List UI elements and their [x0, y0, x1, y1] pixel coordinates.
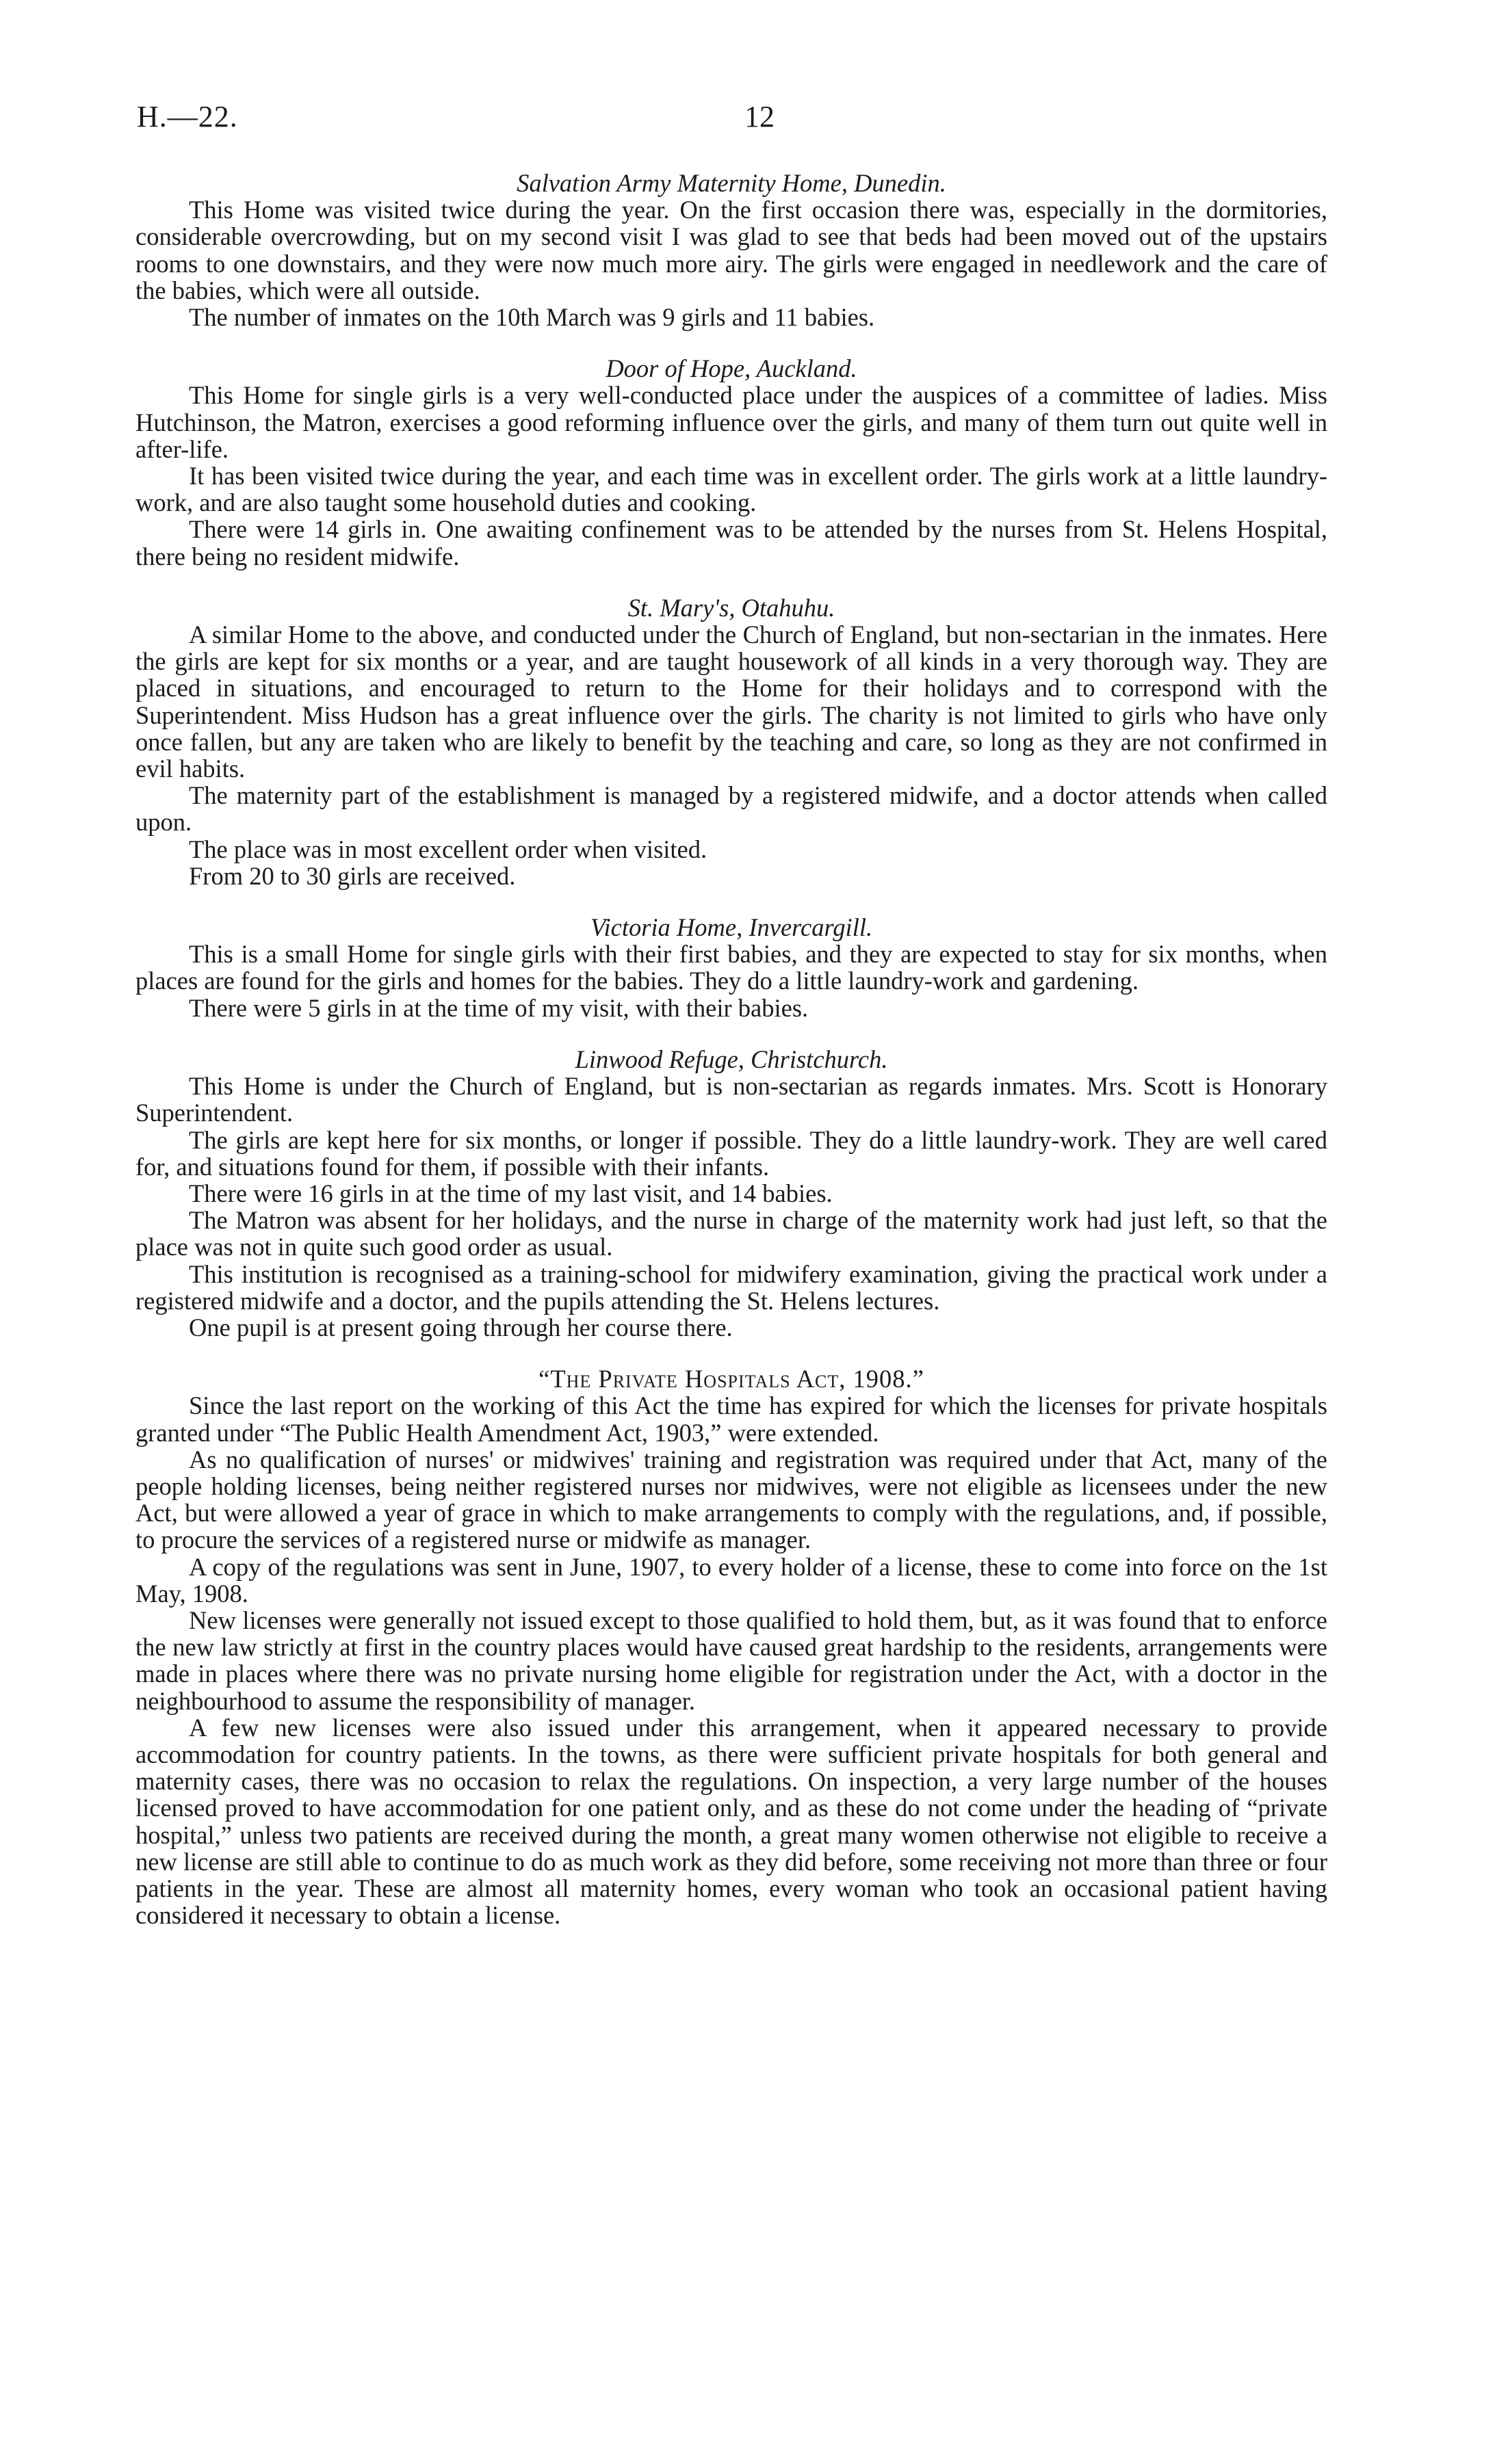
paragraph: From 20 to 30 girls are received.: [189, 861, 516, 890]
paragraph: This institution is recognised as a training-school for midwifery examination, giving the practical work under a registered midwife and a doctor, and the pupils attending the St. Helens lectures.: [135, 1259, 1327, 1315]
paragraph: A copy of the regulations was sent in June, 1907, to every holder of a license, these to come into force on the 1st May, 1908.: [135, 1552, 1327, 1608]
paragraph: This Home for single girls is a very well-conducted place under the auspices of a committee of ladies. Miss Hutchinson, the Matron, exercises a good reforming influence over the girls, and many of them turn out quite well in after-life.: [135, 381, 1327, 463]
paragraph: A few new licenses were also issued under this arrangement, when it appeared necessary to provide accommodation for country patients. In the towns, as there were sufficient private hospitals for both general and maternity cases, there was no occasion to relax the regulations. On inspection, a very large number of the houses licensed proved to have accommodation for one patient only, and as these do not come under the heading of “private hospital,” unless two patients are received during the month, a great many women otherwise not eligible to receive a new license are still able to continue to do as much work as they did before, some receiving not more than three or four patients in the year. These are almost all maternity homes, every woman who took an occasional patient having considered it necessary to obtain a license.: [135, 1713, 1327, 1930]
section-title-private-hospitals-act: [135, 1365, 1327, 1392]
paragraph: The number of inmates on the 10th March was 9 girls and 11 babies.: [189, 303, 875, 332]
page-reference: H.—22.: [137, 100, 238, 133]
paragraph: One pupil is at present going through her course there.: [189, 1313, 733, 1341]
paragraph: This Home was visited twice during the year. On the first occasion there was, especially in the dormitories, considerable overcrowding, but on my second visit I was glad to see that beds had been moved out of the upstairs rooms to one downstairs, and they were now much more airy. The girls were engaged in needlework and the care of the babies, which were all outside.: [135, 196, 1327, 304]
paragraph: This is a small Home for single girls with their first babies, and they are expected to stay for six months, when places are found for the girls and homes for the babies. They do a little laundry-work and gardening.: [135, 940, 1327, 995]
section-title-salvation-army: Salvation Army Maternity Home, Dunedin.: [517, 169, 946, 197]
paragraph: As no qualification of nurses' or midwives' training and registration was required under that Act, many of the people holding licenses, being neither registered nurses nor midwives, were not eligible as licensees under the new Act, but were allowed a year of grace in which to make arrangements to comply with the regulations, and, if possible, to procure the services of a registered nurse or midwife as manager.: [135, 1445, 1327, 1554]
paragraph: The girls are kept here for six months, or longer if possible. They do a little laundry-work. They are well cared for, and situations found for them, if possible with their infants.: [135, 1125, 1327, 1181]
paragraph: There were 5 girls in at the time of my visit, with their babies.: [189, 993, 809, 1022]
paragraph: Since the last report on the working of this Act the time has expired for which the licenses for private hospitals granted under “The Public Health Amendment Act, 1903,” were extended.: [135, 1391, 1327, 1447]
paragraph: The Matron was absent for her holidays, and the nurse in charge of the maternity work had just left, so that the place was not in quite such good order as usual.: [135, 1206, 1327, 1261]
page-header: [137, 99, 1382, 147]
paragraph: New licenses were generally not issued except to those qualified to hold them, but, as it was found that to enforce the new law strictly at first in the country places would have caused great hardship to the residents, arrangements were made in places where there was no private nursing home eligible for registration under the Act, with a doctor in the neighbourhood to assume the responsibility of manager.: [135, 1605, 1327, 1715]
act-title-text: “The Private Hospitals Act, 1908.”: [538, 1365, 924, 1393]
page-number: 12: [744, 100, 775, 133]
paragraph: This Home is under the Church of England, but is non-sectarian as regards inmates. Mrs. Scott is Honorary Superintendent.: [135, 1072, 1327, 1127]
document-body: [135, 170, 1327, 1928]
paragraph: It has been visited twice during the year, and each time was in excellent order. The girls work at a little laundry-work, and are also taught some household duties and cooking.: [135, 462, 1327, 517]
section-title-linwood-refuge: Linwood Refuge, Christchurch.: [575, 1045, 888, 1073]
paragraph: There were 14 girls in. One awaiting confinement was to be attended by the nurses from St. Helens Hospital, there being no resident midwife.: [135, 515, 1327, 571]
paragraph: A similar Home to the above, and conducted under the Church of England, but non-sectarian in the inmates. Here the girls are kept for six months or a year, and are taught housework of all kinds in a very thorough way. They are placed in situations, and encouraged to return to the Home for their holidays and to correspond with the Superintendent. Miss Hudson has a great influence over the girls. The charity is not limited to girls who have only once fallen, but any are taken who are likely to benefit by the teaching and care, so long as they are not confirmed in evil habits.: [135, 620, 1327, 783]
paragraph: The place was in most excellent order when visited.: [189, 835, 707, 863]
section-title-door-of-hope: Door of Hope, Auckland.: [606, 354, 857, 383]
paragraph: There were 16 girls in at the time of my last visit, and 14 babies.: [189, 1179, 833, 1207]
section-title-victoria-home: Victoria Home, Invercargill.: [590, 913, 873, 942]
paragraph: The maternity part of the establishment is managed by a registered midwife, and a doctor attends when called upon.: [135, 781, 1327, 837]
section-title-st-marys: St. Mary's, Otahuhu.: [627, 593, 835, 622]
